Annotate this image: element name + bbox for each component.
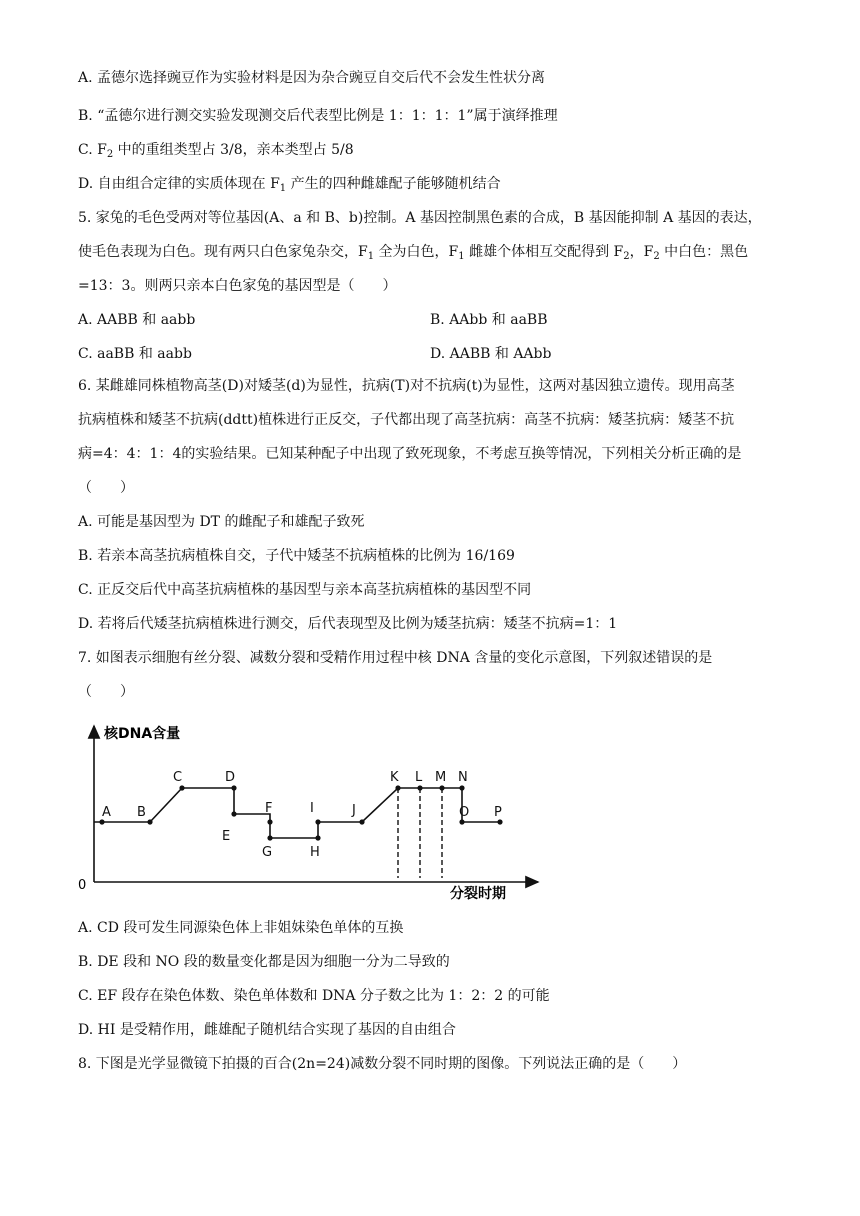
q5-stem-line3: =13：3。则两只亲本白色家兔的基因型是（ ） (78, 278, 397, 294)
q7-stem-line2: （ ） (78, 684, 134, 700)
point-k (395, 785, 400, 790)
dna-content-diagram (70, 718, 550, 908)
origin-label: 0 (78, 878, 87, 893)
point-l (417, 785, 422, 790)
dna-curve (94, 788, 500, 838)
y-axis-label: 核DNA含量 (104, 726, 181, 742)
point-p (497, 819, 502, 824)
q7-option-b: B. DE 段和 NO 段的数量变化都是因为细胞一分为二导致的 (78, 954, 450, 970)
label-b: B (137, 805, 146, 820)
q5-option-b: B. AAbb 和 aaBB (430, 312, 548, 328)
label-n: N (458, 770, 468, 785)
point-f (267, 819, 272, 824)
q7-option-c: C. EF 段存在染色体数、染色单体数和 DNA 分子数之比为 1：2：2 的可能 (78, 988, 550, 1004)
q4-option-a: A. 孟德尔选择豌豆作为实验材料是因为杂合豌豆自交后代不会发生性状分离 (78, 70, 546, 86)
q5-option-c: C. aaBB 和 aabb (78, 346, 192, 362)
label-j: J (352, 803, 356, 818)
label-o: O (459, 805, 470, 820)
point-a (99, 819, 104, 824)
point-e (231, 811, 236, 816)
label-p: P (494, 805, 502, 820)
label-c: C (173, 770, 183, 785)
point-d (231, 785, 236, 790)
label-h: H (310, 845, 320, 860)
label-i: I (310, 801, 314, 816)
point-h (315, 835, 320, 840)
label-a: A (102, 805, 111, 820)
q5-stem-line1: 5. 家兔的毛色受两对等位基因(A、a 和 B、b)控制。A 基因控制黑色素的合成，B 基因能抑制 A 基因的表达， (78, 210, 762, 226)
q5-option-a: A. AABB 和 aabb (78, 312, 196, 328)
q6-option-b: B. 若亲本高茎抗病植株自交，子代中矮茎不抗病植株的比例为 16/169 (78, 548, 515, 564)
q4-option-c: C. $F_2$ 中的重组类型占 3/8，亲本类型占 5/8 (78, 142, 354, 160)
label-k: K (390, 770, 399, 785)
q6-stem-line2: 抗病植株和矮茎不抗病(ddtt)植株进行正反交，子代都出现了高茎抗病：高茎不抗病：矮茎抗病：矮茎不抗 (78, 412, 735, 428)
q4-option-b: B. “孟德尔进行测交实验发现测交后代表型比例是 1：1：1：1”属于演绎推理 (78, 108, 558, 124)
q7-stem-line1: 7. 如图表示细胞有丝分裂、减数分裂和受精作用过程中核 DNA 含量的变化示意图，下列叙述错误的是 (78, 650, 713, 666)
label-m: M (435, 770, 447, 785)
q7-option-a: A. CD 段可发生同源染色体上非姐妹染色单体的互换 (78, 920, 404, 936)
q5-option-d: D. AABB 和 AAbb (430, 346, 552, 362)
point-b (147, 819, 152, 824)
q7-option-d: D. HI 是受精作用，雌雄配子随机结合实现了基因的自由组合 (78, 1022, 456, 1038)
point-j (359, 819, 364, 824)
point-n (459, 785, 464, 790)
label-f: F (265, 801, 273, 816)
label-e: E (222, 829, 231, 844)
q6-option-c: C. 正反交后代中高茎抗病植株的基因型与亲本高茎抗病植株的基因型不同 (78, 582, 532, 598)
q6-stem-line4: （ ） (78, 480, 134, 496)
q4-option-d: D. 自由组合定律的实质体现在 $F_1$ 产生的四种雌雄配子能够随机结合 (78, 176, 501, 194)
q6-stem-line3: 病=4：4：1：4的实验结果。已知某种配子中出现了致死现象，不考虑互换等情况，下列相关分析正确的是 (78, 446, 742, 462)
label-g: G (262, 845, 273, 860)
point-c (179, 785, 184, 790)
q6-stem-line1: 6. 某雌雄同株植物高茎(D)对矮茎(d)为显性，抗病(T)对不抗病(t)为显性，这两对基因独立遗传。现用高茎 (78, 378, 735, 394)
point-m (439, 785, 444, 790)
q5-stem-line2: 使毛色表现为白色。现有两只白色家兔杂交，$F_1$ 全为白色，$F_1$ 雌雄个体相互交配得到 $F_2$，$F_2$ 中白色：黑色 (78, 244, 749, 262)
label-l: L (415, 770, 423, 785)
point-i (315, 819, 320, 824)
q8-stem-line1: 8. 下图是光学显微镜下拍摄的百合(2n=24)减数分裂不同时期的图像。下列说法正确的是（ ） (78, 1056, 687, 1072)
x-axis-label: 分裂时期 (450, 886, 506, 902)
q6-option-a: A. 可能是基因型为 DT 的雌配子和雄配子致死 (78, 514, 365, 530)
q6-option-d: D. 若将后代矮茎抗病植株进行测交，后代表现型及比例为矮茎抗病：矮茎不抗病=1：1 (78, 616, 618, 632)
point-o (459, 819, 464, 824)
point-g (267, 835, 272, 840)
label-d: D (225, 770, 236, 785)
